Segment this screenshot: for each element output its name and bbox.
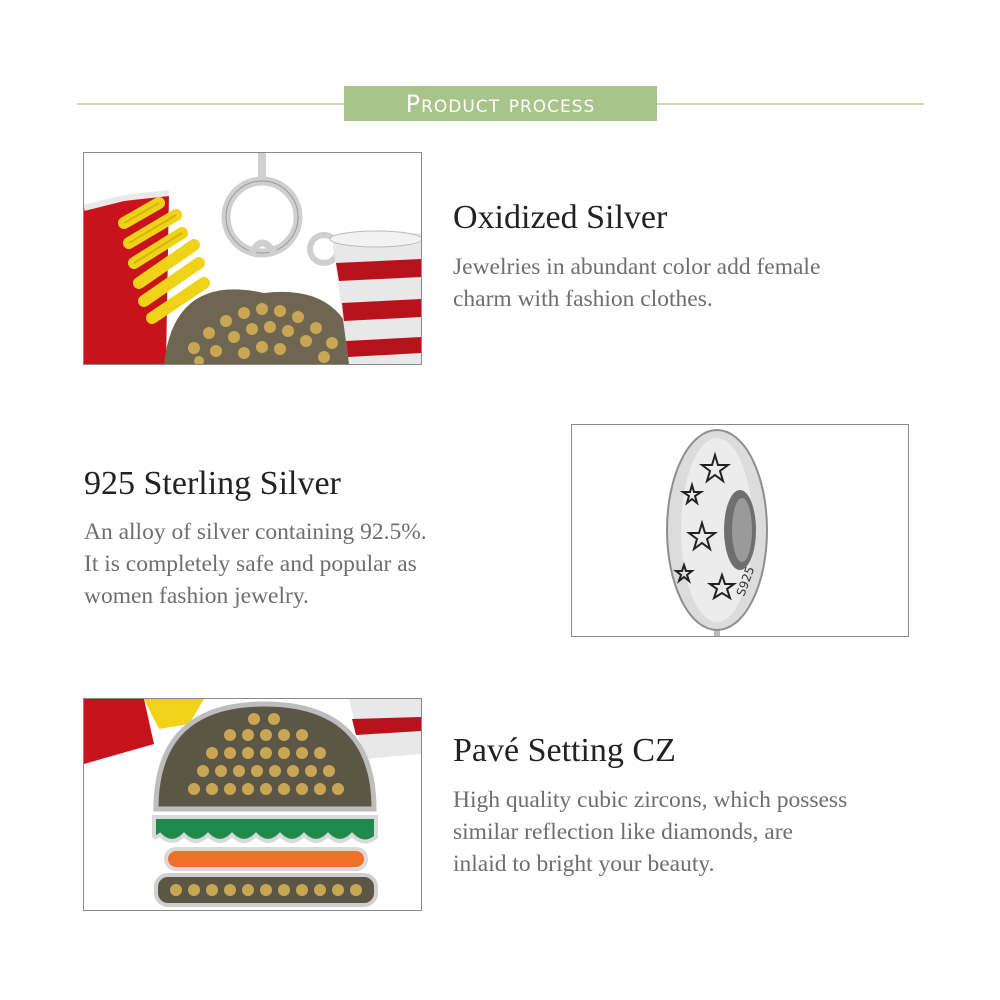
section-title: Oxidized Silver [453, 199, 668, 236]
section-description [453, 251, 820, 315]
description-line: inlaid to bright your beauty. [453, 851, 715, 877]
burger-charm-image [84, 699, 421, 910]
header-rule-right [656, 103, 924, 105]
oxidized-silver-photo [83, 152, 422, 365]
description-line: women fashion jewelry. [84, 583, 309, 609]
pave-setting-photo [83, 698, 422, 911]
description-line: Jewelries in abundant color add female [453, 254, 821, 280]
section-banner: Product process [344, 86, 657, 121]
description-line: charm with fashion clothes. [453, 286, 713, 312]
section-description [453, 784, 847, 880]
header-rule-left [77, 103, 345, 105]
section-description [84, 516, 427, 612]
fast-food-charm-image [84, 153, 421, 364]
section-title: 925 Sterling Silver [84, 465, 341, 502]
sterling-silver-photo [571, 424, 909, 637]
section-title: Pavé Setting CZ [453, 732, 676, 769]
description-line: It is completely safe and popular as [84, 551, 417, 577]
description-line: An alloy of silver containing 92.5%. [84, 519, 427, 545]
spacer-bead-image [572, 425, 908, 636]
svg-text:S925: S925 [733, 564, 758, 599]
description-line: similar reflection like diamonds, are [453, 819, 793, 845]
description-line: High quality cubic zircons, which possess [453, 787, 848, 813]
